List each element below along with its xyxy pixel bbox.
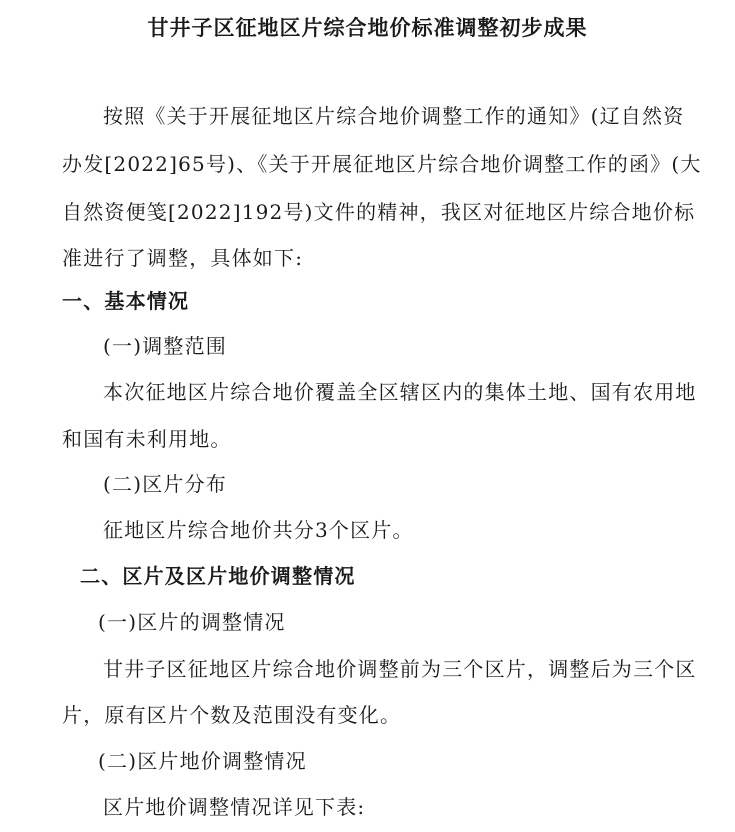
intro-line-4: 准进行了调整，具体如下: bbox=[62, 246, 304, 270]
section-2-sub-1-line-2: 片，原有区片个数及范围没有变化。 bbox=[62, 703, 402, 727]
section-1-sub-2-line-1: 征地区片综合地价共分3个区片。 bbox=[103, 518, 414, 542]
section-1-sub-1-line-2: 和国有未利用地。 bbox=[62, 427, 232, 451]
section-2-sub-2-line-1: 区片地价调整情况详见下表: bbox=[103, 795, 366, 819]
intro-line-1: 按照《关于开展征地区片综合地价调整工作的通知》(辽自然资 bbox=[103, 104, 685, 128]
section-2-sub-1-line-1: 甘井子区征地区片综合地价调整前为三个区片，调整后为三个区 bbox=[103, 657, 697, 681]
intro-line-3: 自然资便笺[2022]192号)文件的精神，我区对征地区片综合地价标 bbox=[62, 200, 696, 224]
section-2-heading: 二、区片及区片地价调整情况 bbox=[80, 564, 356, 588]
section-1-sub-2-heading: (二)区片分布 bbox=[103, 472, 228, 496]
section-1-sub-1-heading: (一)调整范围 bbox=[103, 334, 228, 358]
section-1-sub-1-line-1: 本次征地区片综合地价覆盖全区辖区内的集体土地、国有农用地 bbox=[103, 380, 697, 404]
section-2-sub-1-heading: (一)区片的调整情况 bbox=[98, 610, 286, 634]
section-2-sub-2-heading: (二)区片地价调整情况 bbox=[98, 749, 307, 773]
section-1-heading: 一、基本情况 bbox=[62, 289, 190, 313]
document-title: 甘井子区征地区片综合地价标准调整初步成果 bbox=[147, 16, 588, 40]
intro-line-2: 办发[2022]65号)、《关于开展征地区片综合地价调整工作的函》(大 bbox=[62, 152, 702, 176]
